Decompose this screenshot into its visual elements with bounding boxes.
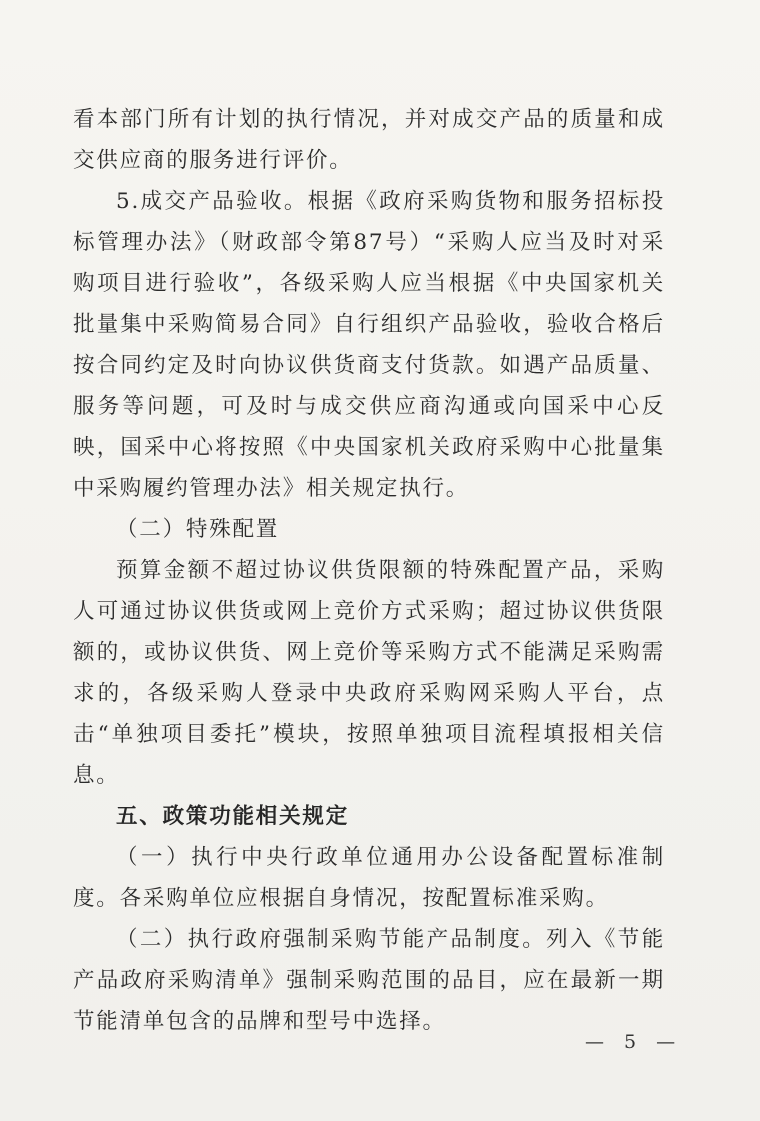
paragraph-energy-saving-products: （二）执行政府强制采购节能产品制度。列入《节能产品政府采购清单》强制采购范围的品目，应在最新一期节能清单包含的品牌和型号中选择。 — [73, 927, 665, 1034]
paragraph-product-acceptance: 5.成交产品验收。根据《政府采购货物和服务招标投标管理办法》（财政部令第87号）“采购人应当及时对采购项目进行验收”，各级采购人应当根据《中央国家机关批量集中采购简易合同》自行组织产品验收，验收合格后按合同约定及时向协议供货商支付货款。如遇产品质量、服务等问题，可及时与成交供应商沟通或向国采中心反映，国采中心将按照《中央国家机关政府采购中心批量集中采购履约管理办法》相关规定执行。 — [73, 189, 665, 501]
paragraph-special-configuration: 预算金额不超过协议供货限额的特殊配置产品，采购人可通过协议供货或网上竞价方式采购；超过协议供货限额的，或协议供货、网上竞价等采购方式不能满足采购需求的，各级采购人登录中央政府采购网采购人平台，点击“单独项目委托”模块，按照单独项目流程填报相关信息。 — [73, 558, 665, 788]
section-heading-special-configuration: （二）特殊配置 — [116, 517, 280, 542]
paragraph-office-equipment-standard: （一）执行中央行政单位通用办公设备配置标准制度。各采购单位应根据自身情况，按配置标准采购。 — [73, 845, 665, 911]
section-heading-policy-functions: 五、政策功能相关规定 — [116, 804, 350, 829]
document-body — [73, 99, 665, 1042]
page-number: — 5 — — [585, 1031, 683, 1053]
paragraph-continuation: 看本部门所有计划的执行情况，并对成交产品的质量和成交供应商的服务进行评价。 — [73, 107, 665, 173]
